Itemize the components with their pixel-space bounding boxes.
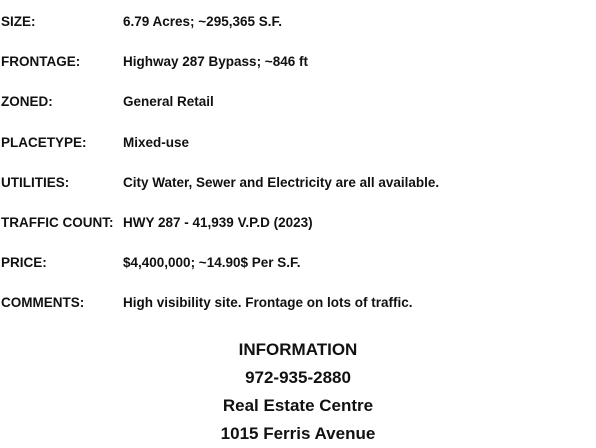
spec-value: High visibility site. Frontage on lots of traffic.: [123, 295, 413, 311]
spec-label: COMMENTS:: [1, 295, 85, 311]
spec-label: SIZE:: [1, 14, 36, 29]
company-address: 1015 Ferris Avenue: [220, 424, 376, 443]
property-spec-list: [0, 12, 596, 334]
spec-value: $4,400,000; ~14.90$ Per S.F.: [123, 255, 301, 271]
spec-row-size: [0, 12, 596, 52]
info-heading: INFORMATION: [238, 340, 358, 359]
spec-row-utilities: [0, 173, 596, 213]
contact-phone: 972-935-2880: [245, 368, 351, 387]
spec-label: PRICE:: [1, 255, 47, 271]
spec-row-comments: [0, 293, 596, 333]
company-name: Real Estate Centre: [222, 396, 374, 415]
spec-value: City Water, Sewer and Electricity are all available.: [123, 174, 440, 190]
spec-value: 6.79 Acres; ~295,365 S.F.: [123, 14, 282, 29]
spec-row-zoned: [0, 92, 596, 132]
spec-row-placetype: [0, 133, 596, 173]
spec-label: ZONED:: [1, 94, 53, 110]
spec-label: PLACETYPE:: [1, 134, 87, 150]
spec-label: UTILITIES:: [1, 174, 70, 190]
spec-label: TRAFFIC COUNT:: [1, 214, 114, 230]
spec-value: General Retail: [123, 94, 214, 110]
spec-row-frontage: [0, 52, 596, 92]
spec-value: Highway 287 Bypass; ~846 ft: [123, 54, 308, 70]
spec-row-price: [0, 253, 596, 293]
spec-value: Mixed-use: [123, 134, 190, 150]
spec-row-traffic-count: [0, 213, 596, 253]
spec-label: FRONTAGE:: [1, 54, 81, 70]
contact-info-block: [0, 336, 596, 448]
spec-value: HWY 287 - 41,939 V.P.D (2023): [123, 214, 313, 230]
